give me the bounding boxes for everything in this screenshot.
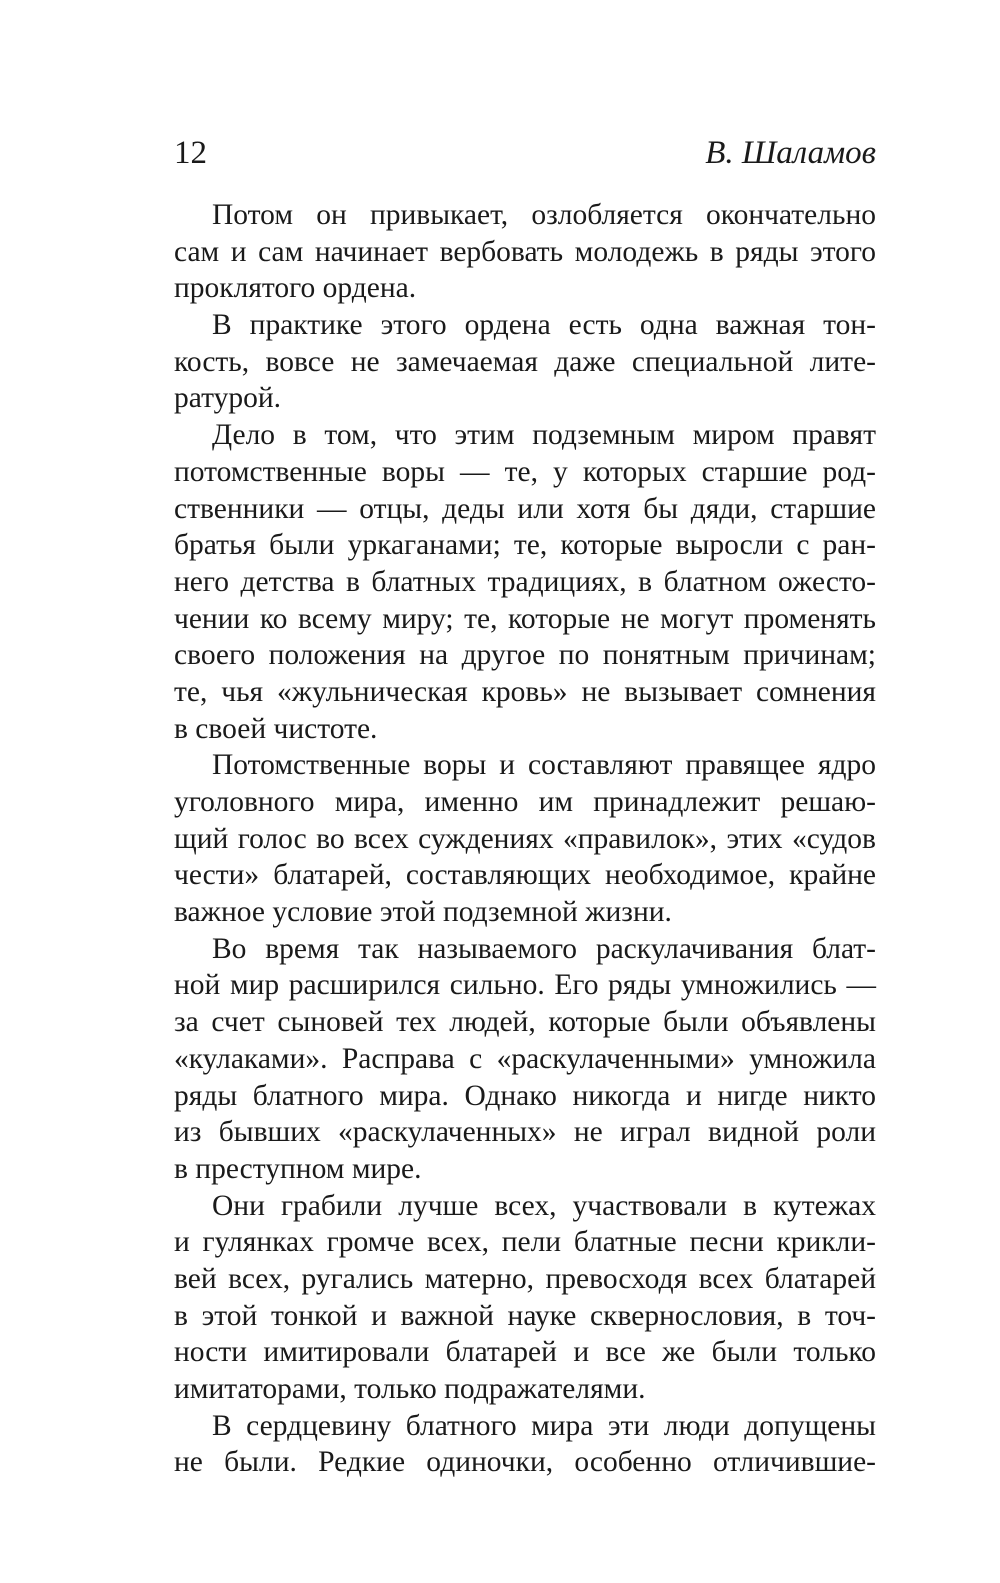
text-line: уголовного мира, именно им принадлежит решаю-: [174, 786, 876, 818]
text-line: потомственные воры — те, у которых старшие род-: [174, 455, 876, 488]
page-number: 12: [174, 135, 207, 171]
text-line: чении ко всему миру; те, которые не могут променять: [174, 602, 876, 635]
body-text: [174, 197, 876, 1481]
text-line: ратурой.: [174, 382, 281, 415]
text-line: важное условие этой подземной жизни.: [174, 896, 672, 929]
text-line: имитаторами, только подражателями.: [174, 1373, 646, 1405]
text-line: вей всех, ругались матерно, превосходя всех блатарей: [174, 1262, 876, 1295]
text-line: кость, вовсе не замечаемая даже специальной лите-: [174, 345, 876, 378]
text-line: братья были уркаганами; те, которые выросли с ран-: [174, 529, 876, 562]
text-line: Во время так называемого раскулачивания блат-: [212, 932, 876, 965]
text-line: Дело в том, что этим подземным миром правят: [212, 419, 876, 452]
text-line: Потом он привыкает, озлобляется окончательно: [212, 199, 876, 231]
text-line: те, чья «жульническая кровь» не вызывает сомнения: [174, 675, 876, 708]
text-line: за счет сыновей тех людей, которые были объявлены: [174, 1006, 876, 1039]
text-line: ности имитировали блатарей и все же были только: [174, 1336, 876, 1369]
text-line: своего положения на другое по понятным причинам;: [174, 639, 876, 672]
text-line: в своей чистоте.: [174, 712, 378, 745]
text-line: него детства в блатных традициях, в блатном ожесто-: [174, 565, 876, 598]
running-head: В. Шаламов: [705, 135, 876, 171]
text-line: В практике этого ордена есть одна важная тон-: [212, 309, 876, 342]
page-header: [174, 128, 876, 178]
text-line: щий голос во всех суждениях «правилок», этих «судов: [174, 822, 876, 855]
text-line: в этой тонкой и важной науке сквернословия, в точ-: [174, 1299, 876, 1332]
text-line: «кулаками». Расправа с «раскулаченными» умножила: [174, 1042, 876, 1075]
text-line: и гулянках громче всех, пели блатные песни крикли-: [174, 1226, 876, 1259]
text-line: проклятого ордена.: [174, 272, 417, 305]
text-line: в преступном мире.: [174, 1152, 422, 1185]
text-line: сам и сам начинает вербовать молодежь в ряды этого: [174, 235, 876, 268]
text-line: ряды блатного мира. Однако никогда и нигде никто: [174, 1079, 876, 1112]
text-line: Они грабили лучше всех, участвовали в кутежах: [212, 1189, 876, 1222]
text-line: чести» блатарей, составляющих необходимое, крайне: [174, 859, 876, 892]
text-line: из бывших «раскулаченных» не играл видной роли: [174, 1116, 876, 1149]
text-line: ственники — отцы, деды или хотя бы дяди, старшие: [174, 492, 876, 525]
text-line: В сердцевину блатного мира эти люди допущены: [212, 1409, 876, 1442]
text-line: Потомственные воры и составляют правящее ядро: [212, 749, 876, 782]
text-line: ной мир расширился сильно. Его ряды умножились —: [174, 969, 876, 1002]
text-line: не были. Редкие одиночки, особенно отличившие-: [174, 1446, 876, 1479]
